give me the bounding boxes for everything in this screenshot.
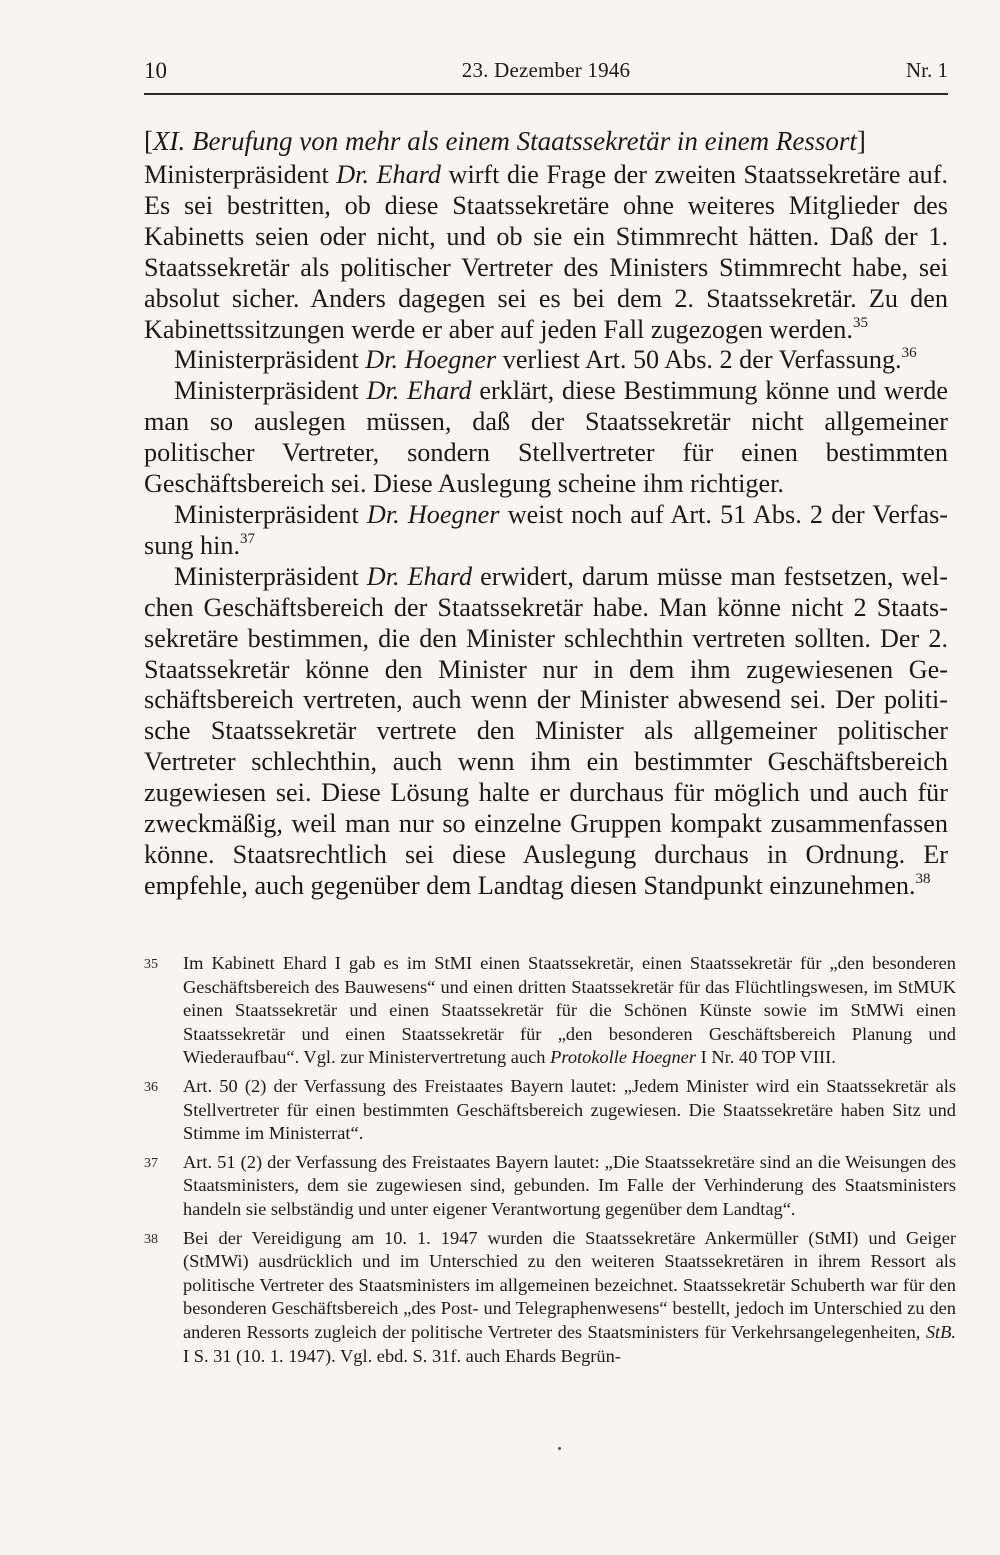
footnote-text: Art. 51 (2) der Verfassung des Freistaates Bayern lautet: „Die Staatssekretäre sind an die Weisungen des Staatsministers, dem sie zugewiesen sind, gebunden. Im Falle der Verhinderung des Staatsministers handeln sie selbständig und unter eigener Verantwortung gegenüber dem Landtag“. (183, 1151, 956, 1219)
paragraph (144, 376, 948, 500)
paragraph-text: Ministerpräsident (174, 561, 367, 591)
footnote-text: I S. 31 (10. 1. 1947). Vgl. ebd. S. 31f. auch Ehards Begrün- (183, 1345, 621, 1366)
header-rule (144, 93, 948, 95)
bracket-close: ] (856, 126, 866, 156)
ink-speck (558, 1447, 561, 1450)
footnote-ref: 37 (240, 530, 256, 547)
footnotes (144, 952, 956, 1373)
speaker-name: Dr. Ehard (336, 160, 442, 189)
paragraph (144, 500, 948, 562)
footnote (144, 952, 956, 1070)
paragraph (144, 562, 948, 902)
footnote-number: 37 (144, 1155, 158, 1171)
paragraph-text: Ministerpräsident (174, 376, 367, 406)
paragraph-text: erklärt, diese Bestimmung könne und werde man so auslegen müssen, daß der Staatssekretär nicht allgemeiner politischer Vertreter, sondern Stellvertreter für einen bestimmten Geschäftsbereich sei. Diese Auslegung scheine ihm richtiger. (144, 376, 949, 499)
footnote-number: 35 (144, 957, 158, 972)
footnote-text: I Nr. 40 TOP VIII. (696, 1047, 836, 1068)
paragraph-text: Ministerpräsident (174, 499, 367, 529)
speaker-name: Dr. Hoegner (366, 499, 500, 529)
footnote (144, 1075, 956, 1146)
paragraph-text: wirft die Frage der zweiten Staatssekretäre auf. Es sei bestritten, ob diese Staatssekretäre ohne weiteres Mitglieder des Kabinetts seien oder nicht, und ob sie ein Stimmrecht hätten. Daß der 1. Staatssekretär als politischer Vertreter des Ministers Stimmrecht habe, sei absolut sicher. Anders dagegen sei es bei dem 2. Staatssekretär. Zu den Kabinettssitzungen werde er aber auf jeden Fall zugezogen werden. (144, 160, 949, 344)
footnote-text: Art. 50 (2) der Verfassung des Freistaates Bayern lautet: „Jedem Minister wird ein Staatssekretär als Stellvertreter für einen bestimmten Geschäftsbereich zugewiesen. Die Staatssekretäre haben Sitz und Stimme im Ministerrat“. (183, 1075, 956, 1144)
section-heading (144, 125, 948, 157)
speaker-name: Dr. Ehard (366, 561, 473, 591)
footnote (144, 1227, 956, 1369)
paragraph-text: erwidert, darum müsse man festsetzen, welchen Geschäftsbereich der Staatssekretär habe. Man könne nicht 2 Staatssekretäre bestimmen, die den Minister schlechthin vertreten sollten. Der 2. Staatssekretär könne den Minister nur in dem ihm zugewiesenen Geschäftsbereich vertreten, auch wenn der Minister abwesend sei. Der politische Staatssekretär vertrete den Minister als allgemeiner politischer Vertreter schlechthin, auch wenn ihm ein bestimmter Geschäftsbereich zugewiesen sei. Diese Lösung halte er durchaus für möglich und auch für zweckmäßig, weil man nur so einzelne Gruppen kompakt zusammenfassen könne. Staatsrechtlich sei diese Auslegung durchaus in Ordnung. Er empfehle, auch gegenüber dem Landtag diesen Standpunkt einzunehmen. (144, 561, 948, 900)
paragraph-text: verliest Art. 50 Abs. 2 der Verfassung. (496, 345, 902, 375)
speaker-name: Dr. Hoegner (365, 345, 497, 375)
header-date: 23. Dezember 1946 (461, 58, 631, 82)
section-title: XI. Berufung von mehr als einem Staatssekretär in einem Ressort (153, 126, 857, 156)
issue-number: Nr. 1 (906, 58, 948, 82)
paragraph-text: Ministerpräsident (174, 345, 366, 375)
footnote-number: 36 (144, 1079, 158, 1095)
footnote-number: 38 (144, 1231, 158, 1247)
footnote-citation: Protokolle Hoegner (550, 1047, 697, 1068)
running-header (144, 58, 948, 90)
paragraph (144, 160, 948, 345)
footnote-ref: 36 (901, 345, 917, 362)
footnote-text: Bei der Vereidigung am 10. 1. 1947 wurden die Staatssekretäre Ankermüller (StMI) und Geiger (StMWi) ausdrücklich und im Unterschied zu den weiteren Staatssekretären in ihrem Ressort als politische Vertreter des Staatsministers im allgemeinen bezeichnet. Staatssekretär Schuberth war für den besonderen Geschäftsbereich „des Post- und Telegraphenwesens“ bestellt, jedoch im Unterschied zu den anderen Ressorts zugleich der politische Vertreter des Staatsministers für Verkehrsangelegenheiten, (183, 1227, 956, 1342)
bracket-open: [ (144, 126, 153, 156)
paragraph (144, 345, 948, 376)
footnote (144, 1151, 956, 1222)
main-text (144, 125, 948, 902)
speaker-name: Dr. Ehard (366, 376, 472, 406)
footnote-citation: StB. (925, 1321, 956, 1342)
paragraph-text: weist noch auf Art. 51 Abs. 2 der Verfassung hin. (144, 499, 948, 560)
page-number: 10 (144, 58, 167, 83)
paragraph-text: Ministerpräsident (144, 160, 337, 189)
footnote-text: Im Kabinett Ehard I gab es im StMI einen Staatssekretär, einen Staatssekretär für „den besonderen Geschäftsbereich des Bauwesens“ und einen dritten Staatssekretär für das Flüchtlingswesen, im StMUK einen Staatssekretär und einen Staatssekretär für die Schönen Künste sowie im StMWi einen Staatssekretär und einen Staatssekretär für „den besonderen Geschäftsbereich Planung und Wiederaufbau“. Vgl. zur Ministervertretung auch (183, 953, 956, 1068)
footnote-ref: 38 (915, 870, 931, 887)
footnote-ref: 35 (852, 314, 868, 331)
